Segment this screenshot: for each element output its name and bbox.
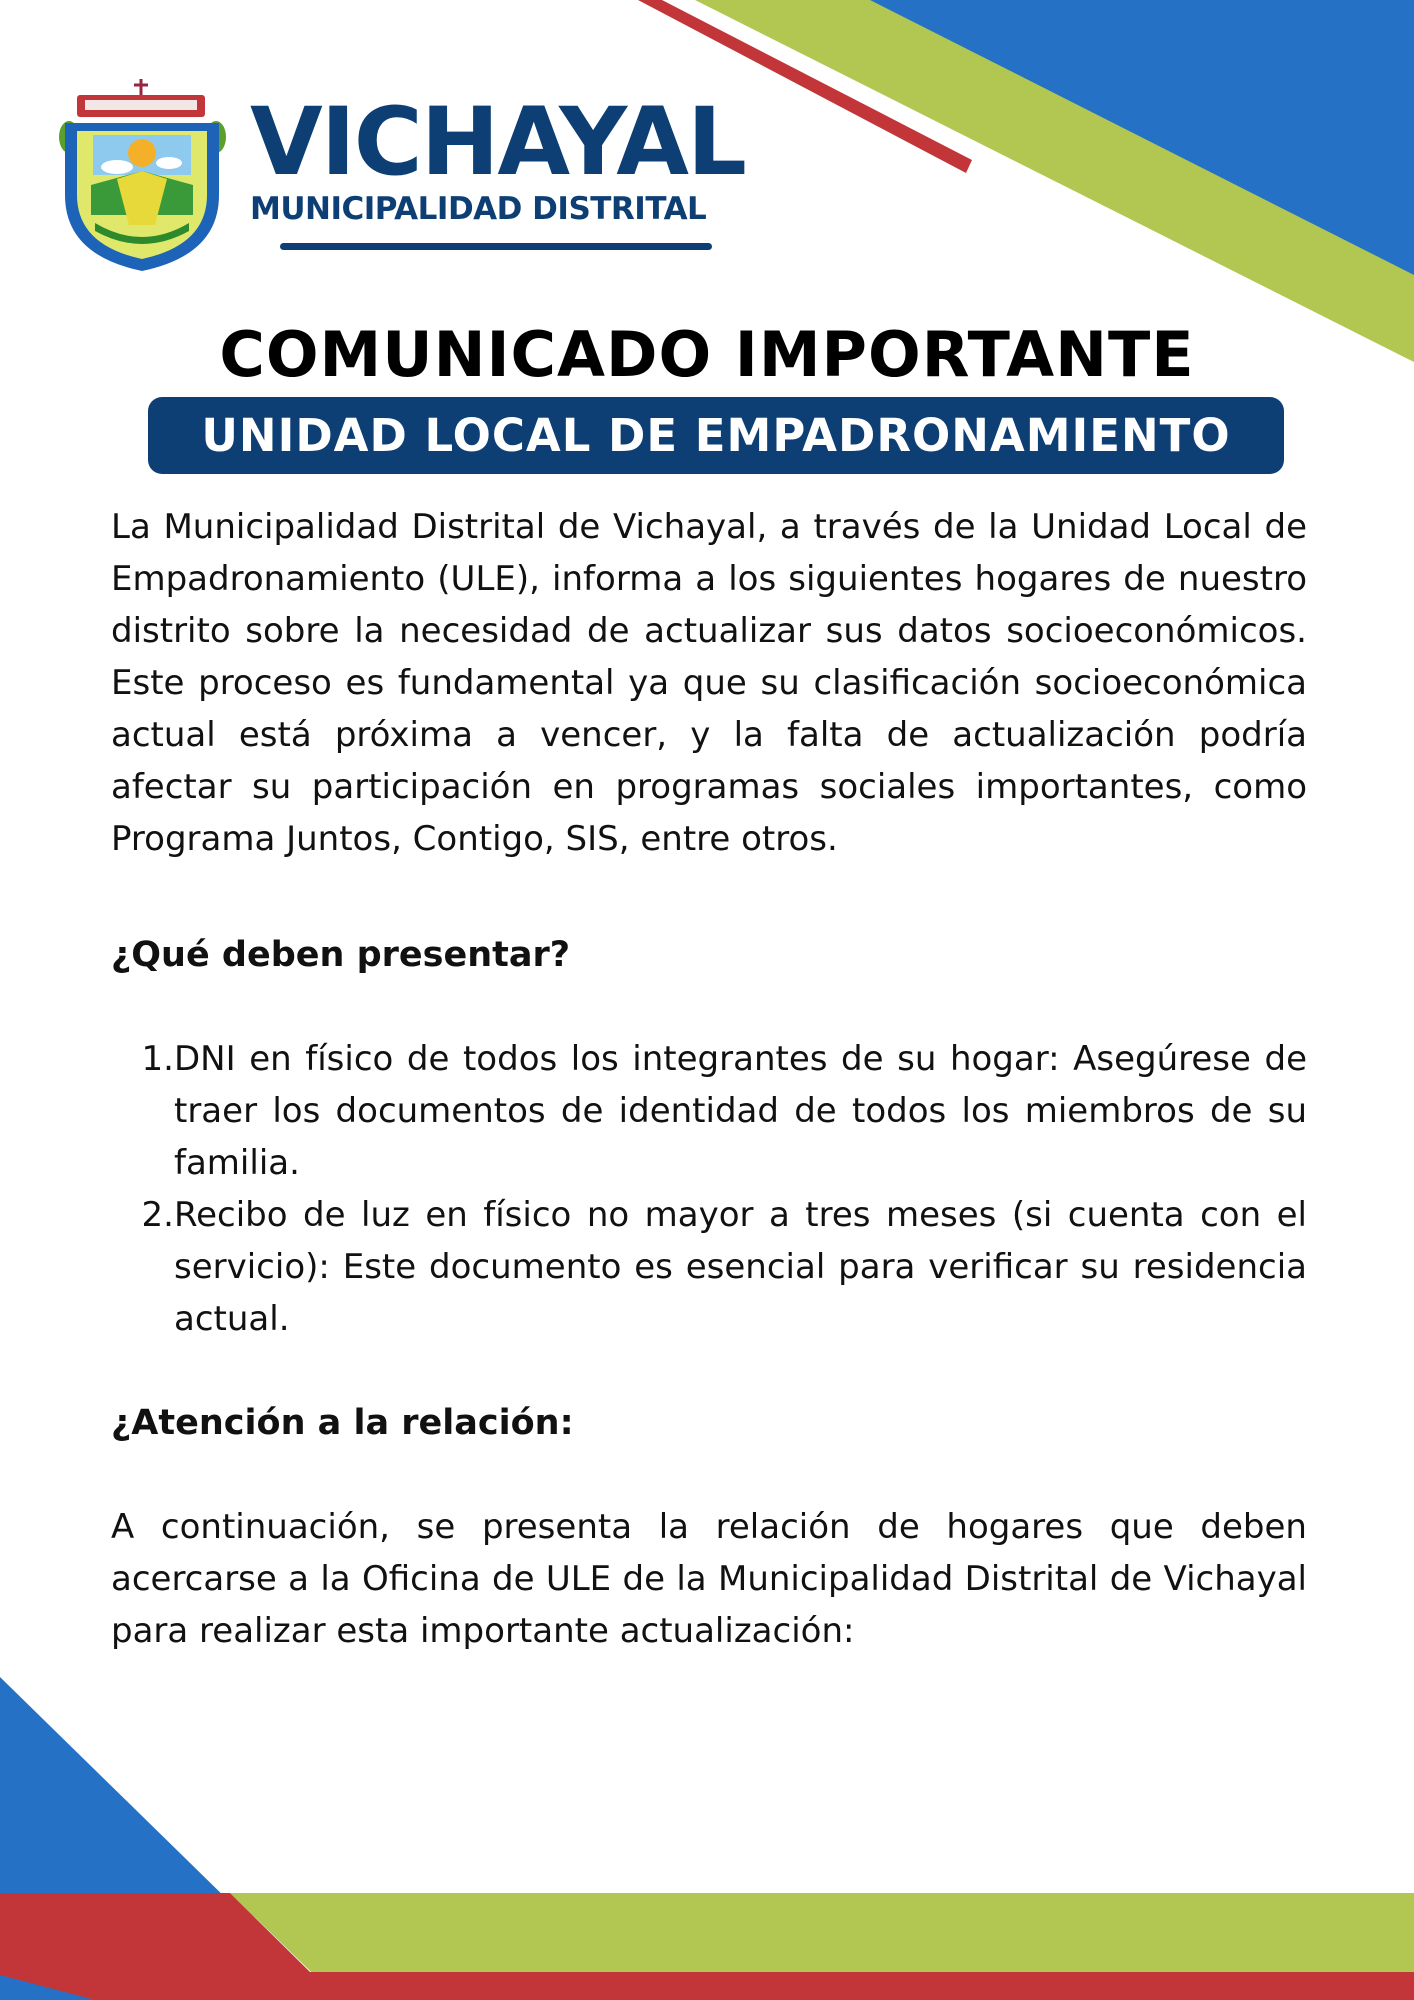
brand-subtitle: MUNICIPALIDAD DISTRITAL (250, 191, 707, 227)
unit-banner (148, 397, 1284, 474)
list-item-number: 2. (141, 1195, 174, 1235)
list-item (111, 1189, 1307, 1345)
attention-heading: ¿Atención a la relación: (111, 1403, 574, 1443)
brand-underline (280, 243, 712, 250)
requirements-heading: ¿Qué deben presentar? (111, 935, 571, 975)
page-title: COMUNICADO IMPORTANTE (219, 318, 1195, 391)
intro-paragraph: La Municipalidad Distrital de Vichayal, a través de la Unidad Local de Empadronamiento (ULE), informa a los siguientes hogares de nuestro distrito sobre la necesidad de actualizar sus datos socioeconómicos. Este proceso es fundamental ya que su clasificación socioeconómica actual está próxima a vencer, y la falta de actualización podría afectar su participación en programas sociales importantes, como Programa Juntos, Contigo, SIS, entre otros. (111, 507, 1307, 859)
header (55, 75, 775, 275)
municipal-crest-logo (55, 75, 230, 275)
list-item-text: DNI en físico de todos los integrantes de su hogar: Asegúrese de traer los documentos de identidad de todos los miembros de su familia. (174, 1039, 1307, 1183)
list-item-number: 1. (141, 1039, 174, 1079)
unit-banner-label: UNIDAD LOCAL DE EMPADRONAMIENTO (201, 409, 1231, 462)
list-item (111, 1033, 1307, 1189)
brand-name: VICHAYAL (250, 88, 745, 197)
announcement-body (111, 501, 1307, 1657)
attention-paragraph: A continuación, se presenta la relación de hogares que deben acercarse a la Oficina de ULE de la Municipalidad Distrital de Vichayal para realizar esta importante actualización: (111, 1507, 1307, 1651)
brand-block (250, 88, 810, 227)
requirements-list (111, 1033, 1307, 1345)
list-item-text: Recibo de luz en físico no mayor a tres meses (si cuenta con el servicio): Este documento es esencial para verificar su residencia actual. (174, 1195, 1307, 1339)
